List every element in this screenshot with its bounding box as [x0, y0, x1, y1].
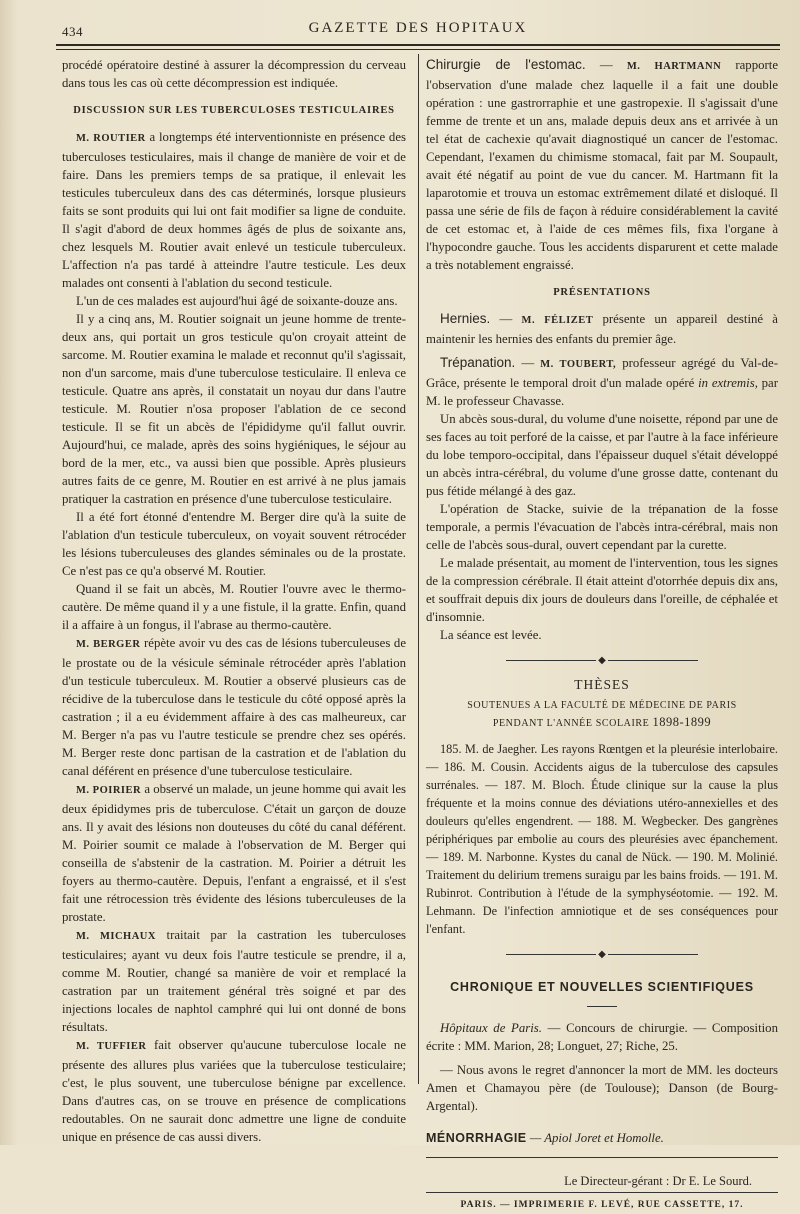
paragraph: Le malade présentait, au moment de l'intervention, tous les signes de la compression cérébrale. Il était atteint d'otorrhée depuis dix ans, et souffrait depuis dix jours de douleurs dans l'oreille, de céphalée et d'insomnie. [426, 556, 778, 624]
paragraph: Trépanation. — M. TOUBERT, professeur agrégé du Val-de-Grâce, présente le temporal droit d'un malade opéré in extremis, par M. le professeur Chavasse. [426, 355, 778, 408]
paragraph: Hernies. — M. FÉLIZET présente un appareil destiné à maintenir les hernies des enfants du premier âge. [426, 311, 778, 346]
paragraph: Chirurgie de l'estomac. — M. HARTMANN rapporte l'observation d'une malade chez laquelle il a fait une double opération : une gastrorraphie et une gastropexie. Il s'agissait d'une femme de trente et un ans, malade depuis deux ans et arrivée à un tel état de cachexie qu'avait diagnostiqué un cancer de l'estomac. Cependant, l'examen du chimisme stomacal, fait par M. Soupault, avait été négatif au point de vue du cancer. M. Hartmann fit la laparotomie et trouva un estomac extrêmement dilaté et disloqué. Il passa une série de fils de façon à réduire considérablement la cavité de cet estomac et, à l'aide de ces mêmes fils, fixa l'organe à l'hypocondre gauche. Tous les accidents disparurent et cette malade a très notablement engraissé. [426, 57, 778, 272]
speaker-name: M. MICHAUX [76, 931, 156, 942]
section-ornament: ◆ [426, 946, 778, 964]
paragraph-lead: Chirurgie de l'estomac. [426, 57, 586, 72]
speaker-name: M. ROUTIER [76, 133, 146, 144]
paragraph: L'opération de Stacke, suivie de la trépanation de la fosse temporale, a permis l'évacuation de l'abcès intra-cérébral, mais non celle de l'abcès sous-dural, ouvert cependant par la curette. [426, 502, 778, 552]
paragraph: L'un de ces malades est aujourd'hui âgé de soixante-douze ans. [76, 294, 398, 308]
right-column [426, 56, 778, 1214]
speaker-name: M. FÉLIZET [521, 315, 594, 326]
theses-subtitle: SOUTENUES A LA FACULTÉ DE MÉDECINE DE PARIS PENDANT L'ANNÉE SCOLAIRE 1898-1899 [467, 700, 737, 729]
paragraph: procédé opératoire destiné à assurer la décompression du cerveau dans tous les cas où cette décompression est indiquée. [62, 58, 406, 90]
paragraph: Il a été fort étonné d'entendre M. Berger dire qu'à la suite de l'ablation d'un testicule tuberculeux, on voyait souvent rétrocéder les lésions tuberculeuses des glandes séminales ou de la prostate. Ce n'est pas ce qu'a observé M. Routier. [62, 510, 406, 578]
section-title: DISCUSSION SUR LES TUBERCULOSES TESTICULAIRES [73, 105, 395, 116]
journal-title: GAZETTE DES HOPITAUX [308, 20, 528, 36]
paragraph: M. ROUTIER a longtemps été interventionniste en présence des tuberculoses testiculaires, mais il change de manière de voir et de faire. Dans les premiers temps de sa pratique, il enlevait les testicules tuberculeux dans des cas déterminés, lorsque plusieurs faits se sont produits qui lui ont fait modifier sa ligne de conduite. Il s'agit d'abord de deux hommes âgés de plus de soixante ans, chez lesquels M. Routier avait enlevé un testicule tuberculeux. L'affection n'a pas tardé à atteindre l'autre testicule. Les deux malades ont consenti à l'ablation du second testicule. [62, 130, 406, 290]
speaker-name: M. BERGER [76, 639, 141, 650]
paragraph: — Nous avons le regret d'annoncer la mort de MM. les docteurs Amen et Chamayou père (de Toulouse); Danson (de Bourg-Argental). [426, 1063, 778, 1113]
short-rule [587, 1006, 617, 1007]
editor-credit: Le Directeur-gérant : Dr E. Le Sourd. [564, 1174, 752, 1188]
paragraph: M. POIRIER a observé un malade, un jeune homme qui avait les deux épididymes pris de tuberculose. C'était un garçon de douze ans. Il y avait des lésions non douteuses du côté du canal déférent. M. Poirier soumit ce malade à l'observation de M. Berger qui conseilla de s'abstenir de la castration. M. Poirier a détruit les foyers au thermo-cautère. Depuis, l'enfant a engraissé, et il s'est fait une rétrocession très évidente des lésions tuberculeuses de la prostate. [62, 782, 406, 924]
speaker-name: M. TUFFIER [76, 1041, 147, 1052]
paragraph-lead: Trépanation. [440, 355, 516, 370]
paragraph: Hôpitaux de Paris. — Concours de chirurgie. — Composition écrite : MM. Marion, 28; Longuet, 27; Riche, 25. [426, 1021, 778, 1053]
paragraph: M. BERGER répète avoir vu des cas de lésions tuberculeuses de le prostate ou de la vésicule séminale rétrocéder après l'ablation d'un testicule tuberculeux. M. Routier a observé plusieurs cas de récidive de la tuberculose dans le testicule du côté opposé après la castration ; il a eu évidemment affaire à des cas malheureux, car M. Berger n'a pas vu l'autre testicule se prendre chez ses opérés. M. Berger reste donc partisan de la castration et de l'ablation du canal déférent en présence d'une tuberculose testiculaire. [62, 636, 406, 778]
paragraph: M. TUFFIER fait observer qu'aucune tuberculose locale ne présente des allures plus variées que la tuberculose testiculaire; c'est, le plus souvent, une tuberculose bénigne par excellence. Dans d'autres cas, on se trouve en présence de complications redoutables. On ne saurait donc admettre une ligne de conduite unique en présence de cas aussi divers. [62, 1038, 407, 1144]
footer-rule [426, 1157, 778, 1158]
header-rule-thick [56, 44, 780, 46]
speaker-name: M. POIRIER [76, 785, 142, 796]
header-rule-thin [56, 49, 780, 50]
section-title: PRÉSENTATIONS [553, 287, 651, 298]
page-header [58, 18, 778, 42]
speaker-name: M. HARTMANN [626, 61, 722, 72]
paragraph: M. MICHAUX traitait par la castration les tuberculoses testiculaires; ayant vu deux fois l'autre testicule se prendre, il a, comme M. Routier, changé sa manière de voir et remplacé la castration par un traitement général très soigné et par des injections locales de naphtol camphré qui lui ont donné de bons résultats. [62, 928, 407, 1034]
chronique-title: CHRONIQUE ET NOUVELLES SCIENTIFIQUES [450, 980, 754, 994]
paragraph: Il y a cinq ans, M. Routier soignait un jeune homme de trente-deux ans, qui portait un gros testicule qu'on croyait atteint de sarcome. M. Routier examina le malade et reconnut qu'il s'agissait, non d'un sarcome, mais d'une tuberculose testiculaire. Il enleva ce testicule. Quatre ans après, il constatait un noyau dur dans l'autre testicule. M. Routier n'osa proposer l'ablation de ce second testicule. Il se fit un abcès de l'épididyme qu'il fallut ouvrir. Aujourd'hui, ce malade, après des soins hygiéniques, le séjour au bord de la mer, etc., va aussi bien que possible. Après plusieurs autres faits de ce genre, M. Routier en est arrivé à ne plus jamais pratiquer la castration en présence d'une tuberculose testiculaire. [62, 312, 406, 506]
column-divider [418, 54, 419, 1084]
advertisement: MÉNORRHAGIE — Apiol Joret et Homolle. [426, 1131, 664, 1145]
footer-rule [426, 1192, 778, 1193]
theses-list: 185. M. de Jaegher. Les rayons Rœntgen et la pleurésie interlobaire. — 186. M. Cousin. Accidents aigus de la tuberculose des capsules surrénales. — 187. M. Bloch. Étude clinique sur la cause la plus fréquente et la moins connue des déviations utéro-annexielles et des douleurs qu'elles engendrent. — 188. M. Wegbecker. Des gangrènes périphériques par embolie au cours des pleurésies avec épanchement. — 189. M. Narbonne. Kystes du canal de Nück. — 190. M. Molinié. Traitement du delirium tremens suraigu par les bains froids. — 191. M. Rubinrot. Contribution à l'étude de la symphyséotomie. — 192. M. Lehmann. De l'infection amniotique et de ses conséquences pour l'enfant. [426, 742, 778, 936]
paragraph-lead: Hernies. [440, 311, 491, 326]
theses-title: THÈSES [574, 677, 630, 692]
section-ornament: ◆ [426, 652, 778, 670]
paragraph: Quand il se fait un abcès, M. Routier l'ouvre avec le thermo-cautère. De même quand il y a une fistule, il la gratte. Enfin, quand il a affaire à un fongus, il l'abrase au thermo-cautère. [62, 582, 406, 632]
paragraph: La séance est levée. [440, 628, 542, 642]
left-column [62, 56, 406, 1146]
paragraph: Un abcès sous-dural, du volume d'une noisette, répond par une de ses faces au toit perforé de la caisse, et par l'autre à la face inférieure du lobe temporo-occipital, dans l'épaisseur duquel s'était développé un abcès intra-cérébral, du volume d'une grosse datte, contenant du pus fétide mélangé à des gaz. [426, 412, 778, 498]
printer-credit: PARIS. — IMPRIMERIE F. LEVÉ, RUE CASSETTE, 17. [460, 1200, 744, 1210]
page-number: 434 [62, 24, 83, 39]
speaker-name: M. TOUBERT, [540, 359, 617, 370]
